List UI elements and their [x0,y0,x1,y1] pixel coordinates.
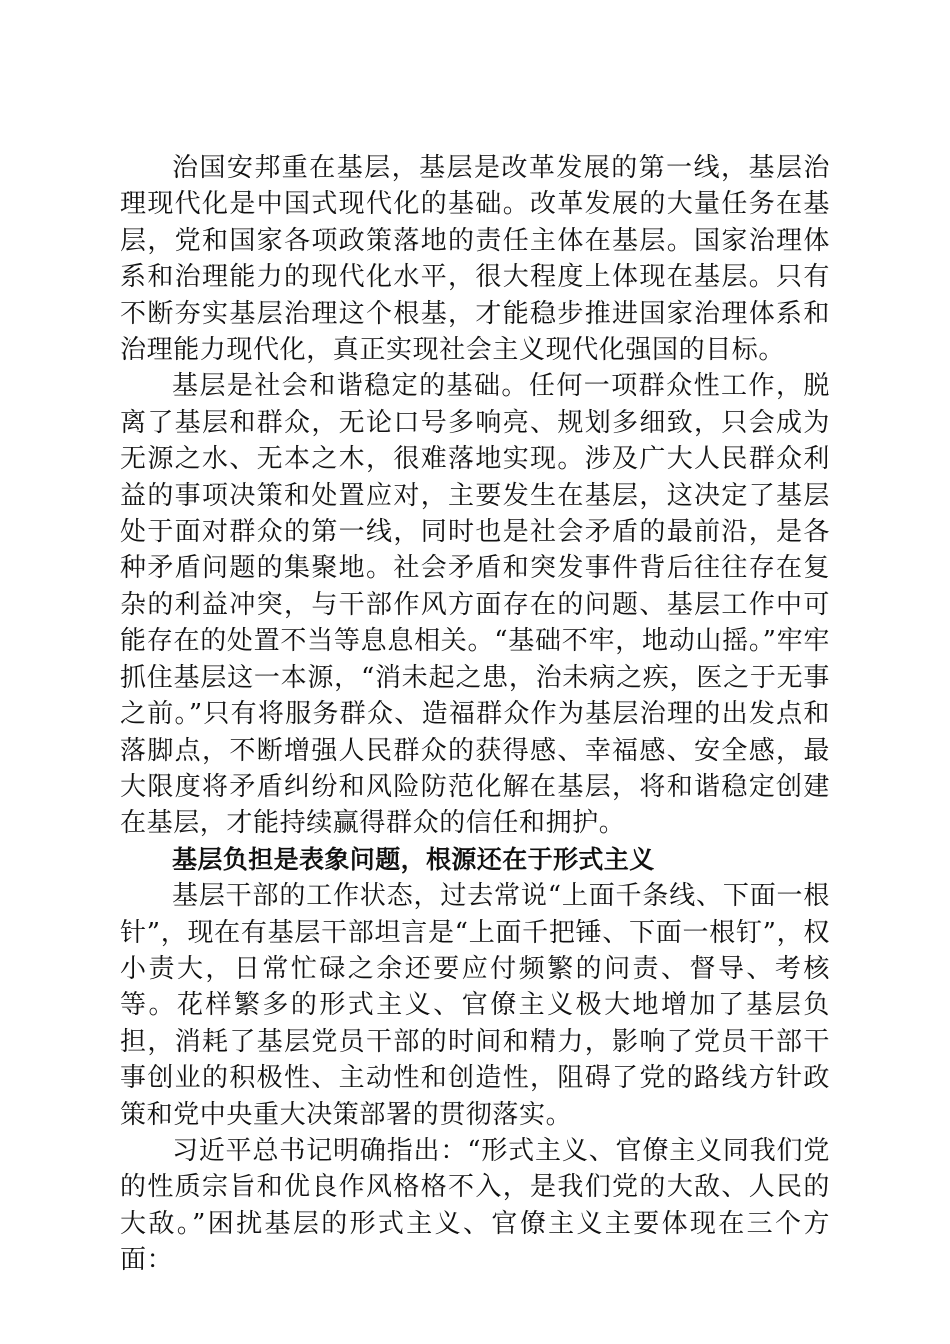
paragraph-grassroots-foundation: 治国安邦重在基层，基层是改革发展的第一线，基层治理现代化是中国式现代化的基础。改革发展的大量任务在基层，党和国家各项政策落地的责任主体在基层。国家治理体系和治理能力的现代化水平，很大程度上体现在基层。只有不断夯实基层治理这个根基，才能稳步推进国家治理体系和治理能力现代化，真正实现社会主义现代化强国的目标。 [120,153,830,366]
section-heading: 基层负担是表象问题，根源还在于形式主义 [172,844,655,874]
paragraph-cadre-burden: 基层干部的工作状态，过去常说“上面千条线、下面一根针”，现在有基层干部坦言是“上面千把锤、下面一根钉”，权小责大，日常忙碌之余还要应付频繁的问责、督导、考核等。花样繁多的形式主义、官僚主义极大地增加了基层负担，消耗了基层党员干部的时间和精力，影响了党员干部干事创业的积极性、主动性和创造性，阻碍了党的路线方针政策和党中央重大决策部署的贯彻落实。 [120,881,830,1130]
paragraph-social-harmony: 基层是社会和谐稳定的基础。任何一项群众性工作，脱离了基层和群众，无论口号多响亮、规划多细致，只会成为无源之水、无本之木，很难落地实现。涉及广大人民群众利益的事项决策和处置应对，主要发生在基层，这决定了基层处于面对群众的第一线，同时也是社会矛盾的最前沿，是各种矛盾问题的集聚地。社会矛盾和突发事件背后往往存在复杂的利益冲突，与干部作风方面存在的问题、基层工作中可能存在的处置不当等息息相关。“基础不牢，地动山摇。”牢牢抓住基层这一本源，“消未起之患，治未病之疾，医之于无事之前。”只有将服务群众、造福群众作为基层治理的出发点和落脚点，不断增强人民群众的获得感、幸福感、安全感，最大限度将矛盾纠纷和风险防范化解在基层，将和谐稳定创建在基层，才能持续赢得群众的信任和拥护。 [120,371,830,839]
document-body [120,150,830,1279]
paragraph-xi-quote: 习近平总书记明确指出：“形式主义、官僚主义同我们党的性质宗旨和优良作风格格不入，是我们党的大敌、人民的大敌。”困扰基层的形式主义、官僚主义主要体现在三个方面： [120,1135,830,1276]
